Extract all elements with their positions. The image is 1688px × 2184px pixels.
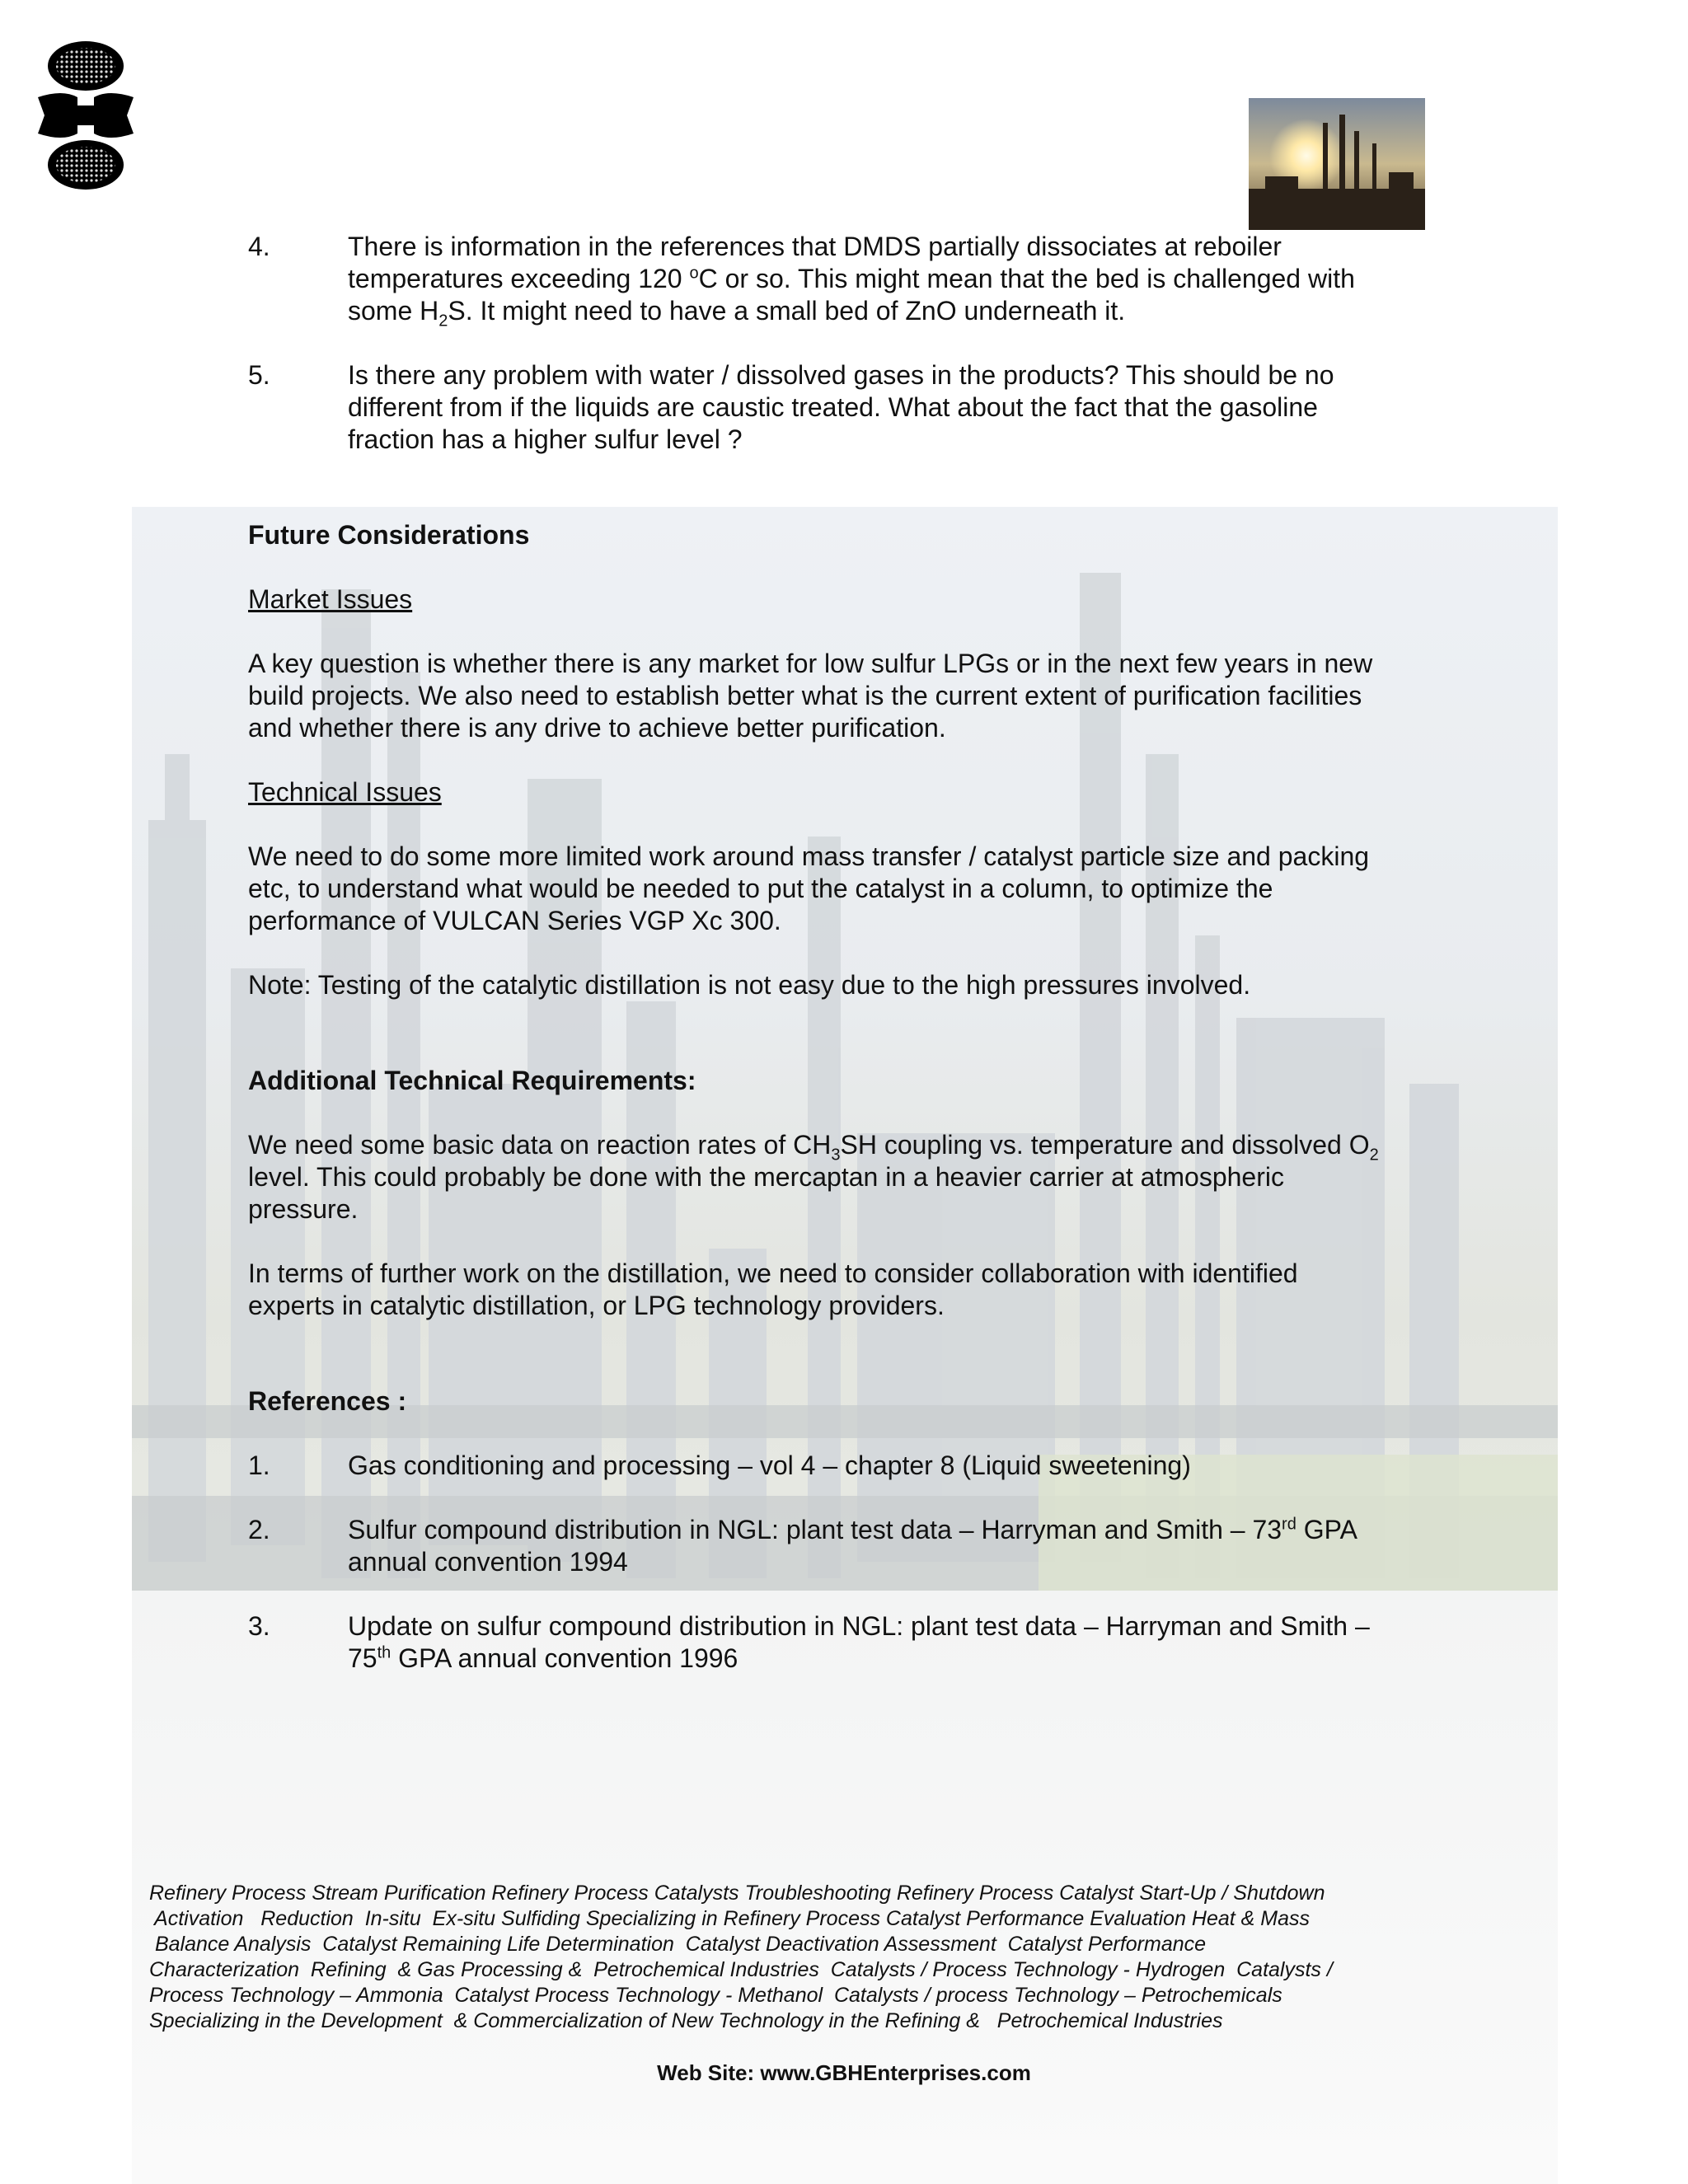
footer-line: Balance Analysis Catalyst Remaining Life Determination Catalyst Deactivation Assessment Catalyst Performance bbox=[149, 1933, 1207, 1956]
subsection-heading: Technical Issues bbox=[248, 777, 442, 807]
text-line: A key question is whether there is any market for low sulfur LPGs or in the next few years in new bbox=[248, 649, 1373, 678]
item-number: 4. bbox=[248, 232, 270, 261]
item-number: 2. bbox=[248, 1515, 270, 1544]
text-line: fraction has a higher sulfur level ? bbox=[348, 424, 743, 454]
subsection-heading: Market Issues bbox=[248, 584, 413, 614]
footer-line: Specializing in the Development & Commercialization of New Technology in the Refining & Petrochemical Industries bbox=[149, 2009, 1223, 2032]
item-number: 5. bbox=[248, 360, 270, 390]
paragraph bbox=[248, 841, 1451, 937]
logo-mark bbox=[30, 40, 142, 191]
footer-line: Characterization Refining & Gas Processing & Petrochemical Industries Catalysts / Process Technology - Hydrogen Catalysts / bbox=[149, 1958, 1333, 1981]
text-line: In terms of further work on the distillation, we need to consider collaboration with identified bbox=[248, 1258, 1298, 1288]
website-link[interactable]: Web Site: www.GBHEnterprises.com bbox=[657, 2060, 1031, 2085]
text-line: different from if the liquids are caustic treated. What about the fact that the gasoline bbox=[348, 392, 1318, 422]
paragraph bbox=[248, 648, 1451, 744]
company-logo bbox=[30, 40, 142, 191]
paragraph bbox=[248, 1258, 1451, 1322]
footer-services-text bbox=[149, 1881, 1435, 2034]
refinery-sunset-photo bbox=[1249, 98, 1425, 230]
reference-item bbox=[248, 1450, 1451, 1482]
text-line: Gas conditioning and processing – vol 4 – chapter 8 (Liquid sweetening) bbox=[348, 1451, 1191, 1480]
footer-line: Activation Reduction In-situ Ex-situ Sulfiding Specializing in Refinery Process Catalyst Performance Evaluation Heat & Mass bbox=[149, 1907, 1311, 1930]
text-line: There is information in the references that DMDS partially dissociates at reboiler bbox=[348, 232, 1282, 261]
section-heading: Additional Technical Requirements: bbox=[248, 1066, 696, 1095]
text-line: performance of VULCAN Series VGP Xc 300. bbox=[248, 906, 781, 935]
footer-line: Refinery Process Stream Purification Refinery Process Catalysts Troubleshooting Refinery Process Catalyst Start-Up / Shutdown bbox=[149, 1882, 1325, 1905]
text-line: some $H_2S$. It might need to have a small bed of ZnO underneath it. bbox=[348, 296, 1126, 330]
text-line: annual convention 1994 bbox=[348, 1547, 628, 1577]
text-line: level. This could probably be done with the mercaptan in a heavier carrier at atmospheric bbox=[248, 1162, 1284, 1192]
text-line: We need some basic data on reaction rates of $CH_3SH$ coupling vs. temperature and dissolved $O_2$ bbox=[248, 1130, 1379, 1165]
text-line: and whether there is any drive to achieve better purification. bbox=[248, 713, 946, 743]
note-text: Note: Testing of the catalytic distillation is not easy due to the high pressures involved. bbox=[248, 970, 1251, 1000]
section-heading: Future Considerations bbox=[248, 520, 530, 550]
section-heading: References : bbox=[248, 1386, 407, 1416]
text-line: Is there any problem with water / dissolved gases in the products? This should be no bbox=[348, 360, 1334, 390]
footer-line: Process Technology – Ammonia Catalyst Process Technology - Methanol Catalysts / process Technology – Petrochemicals bbox=[149, 1984, 1282, 2007]
item-number: 1. bbox=[248, 1451, 270, 1480]
text-line: build projects. We also need to establish better what is the current extent of purification facilities bbox=[248, 681, 1362, 710]
list-item bbox=[248, 231, 1451, 330]
reference-item bbox=[248, 1514, 1451, 1578]
text-line: pressure. bbox=[248, 1194, 359, 1224]
text-line: 75th GPA annual convention 1996 bbox=[348, 1643, 738, 1673]
text-line: Sulfur compound distribution in NGL: plant test data – Harryman and Smith – 73rd GPA bbox=[348, 1515, 1357, 1544]
list-item bbox=[248, 359, 1451, 456]
text-line: temperatures exceeding 120 $^o$C or so. This might mean that the bed is challenged with bbox=[348, 264, 1355, 293]
text-line: We need to do some more limited work around mass transfer / catalyst particle size and packing bbox=[248, 841, 1370, 871]
reference-item bbox=[248, 1610, 1451, 1675]
paragraph bbox=[248, 1129, 1451, 1226]
item-number: 3. bbox=[248, 1611, 270, 1641]
document-body bbox=[248, 231, 1451, 1675]
text-line: Update on sulfur compound distribution in NGL: plant test data – Harryman and Smith – bbox=[348, 1611, 1370, 1641]
text-line: etc, to understand what would be needed to put the catalyst in a column, to optimize the bbox=[248, 874, 1273, 903]
text-line: experts in catalytic distillation, or LPG technology providers. bbox=[248, 1291, 945, 1320]
